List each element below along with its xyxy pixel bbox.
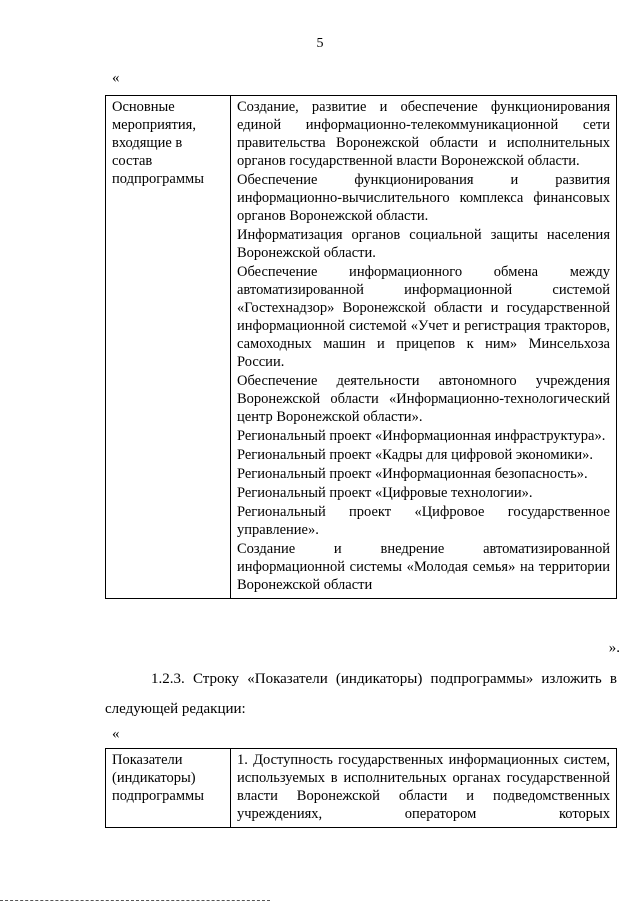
table-row (106, 96, 617, 599)
indicators-cell (231, 749, 617, 828)
activity-item: Создание и внедрение автоматизированной информационной системы «Молодая семья» на территории Воронежской области (237, 541, 610, 593)
activity-item: Обеспечение информационного обмена между автоматизированной информационной системой «Гостехнадзор» Воронежской области и государственной информационной системой «Учет и регистрация тракторов, самоходных машин и прицепов к ним» Минсельхоза России. (237, 264, 610, 370)
footer-divider (0, 900, 270, 901)
page-number: 5 (316, 36, 324, 51)
closing-quote: ». (608, 640, 620, 656)
activity-item: Информатизация органов социальной защиты населения Воронежской области. (237, 227, 610, 261)
row-label-indicators (106, 749, 231, 828)
activity-item: Региональный проект «Кадры для цифровой экономики». (237, 447, 594, 463)
activities-table (105, 95, 617, 599)
row-label-text: Показатели (индикаторы) подпрограммы (112, 752, 204, 804)
row-label-text: Основные мероприятия, входящие в состав подпрограммы (112, 99, 204, 187)
activity-item: Создание, развитие и обеспечение функционирования единой информационно-телекоммуникационной сети правительства Воронежской области и исполнительных органов государственной власти Воронежской области. (237, 99, 610, 169)
opening-quote-2: « (112, 726, 120, 742)
activity-item: Региональный проект «Информационная безопасность». (237, 466, 588, 482)
activity-item: Обеспечение функционирования и развития информационно-вычислительного комплекса финансовых органов Воронежской области. (237, 172, 610, 224)
activities-cell (231, 96, 617, 599)
row-label-main-activities (106, 96, 231, 599)
table-row (106, 749, 617, 828)
activity-item: Региональный проект «Цифровые технологии». (237, 485, 533, 501)
indicators-table (105, 748, 617, 828)
opening-quote: « (112, 70, 120, 86)
activity-item: Обеспечение деятельности автономного учреждения Воронежской области «Информационно-технологический центр Воронежской области». (237, 373, 610, 425)
activity-item: Региональный проект «Информационная инфраструктура». (237, 428, 606, 444)
indicator-item: 1. Доступность государственных информационных систем, используемых в исполнительных органах государственной власти Воронежской области и подведомственных учреждениях, оператором которых (237, 752, 610, 822)
activity-item: Региональный проект «Цифровое государственное управление». (237, 504, 610, 538)
instruction-paragraph: 1.2.3. Строку «Показатели (индикаторы) подпрограммы» изложить в следующей редакции: (105, 671, 617, 717)
